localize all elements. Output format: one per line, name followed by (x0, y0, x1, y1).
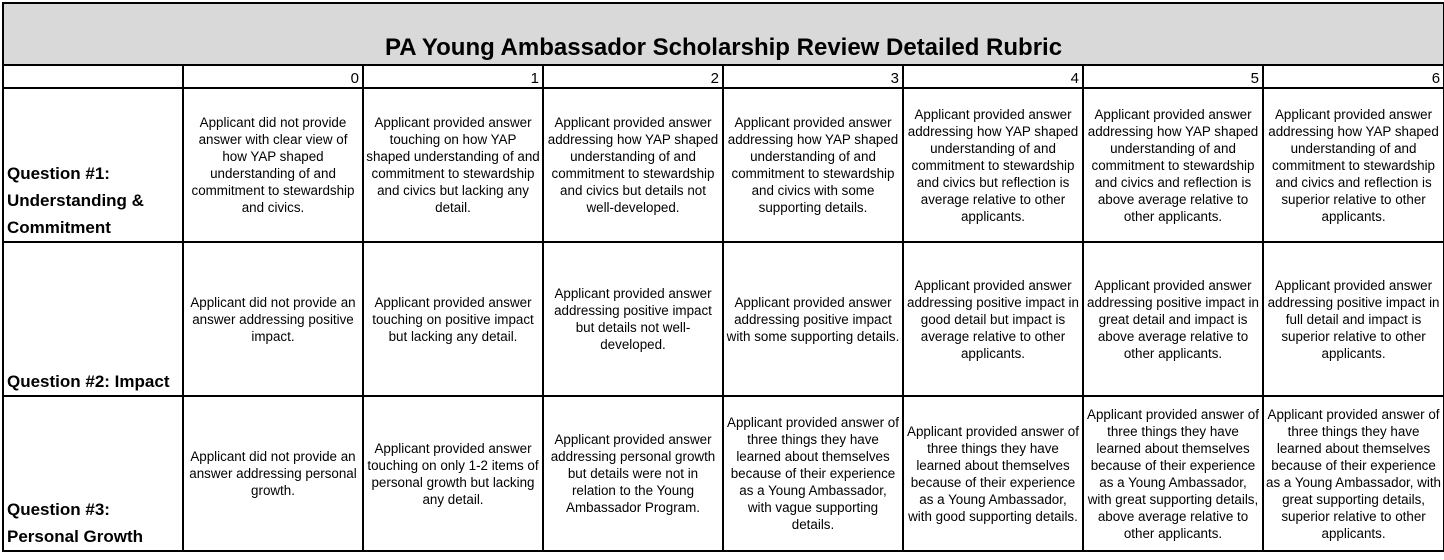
rubric-cell: Applicant provided answer of three things they have learned about themselves because of their experience as a Young Ambassador, with great supporting details, superior relative to other applicants. (1263, 396, 1444, 551)
rubric-title: PA Young Ambassador Scholarship Review Detailed Rubric (3, 3, 1444, 65)
score-header-3: 3 (723, 65, 903, 88)
question-row-1 (3, 88, 1444, 242)
rubric-table (2, 2, 1444, 552)
score-header-0: 0 (183, 65, 363, 88)
question-label: Question #2: Impact (3, 242, 183, 396)
rubric-cell: Applicant provided answer touching on positive impact but lacking any detail. (363, 242, 543, 396)
rubric-cell: Applicant provided answer touching on only 1-2 items of personal growth but lacking any detail. (363, 396, 543, 551)
rubric-cell: Applicant provided answer of three things they have learned about themselves because of their experience as a Young Ambassador, with vague supporting details. (723, 396, 903, 551)
header-blank-cell (3, 65, 183, 88)
rubric-cell: Applicant did not provide an answer addressing personal growth. (183, 396, 363, 551)
rubric-cell: Applicant provided answer addressing positive impact but details not well-developed. (543, 242, 723, 396)
rubric-cell: Applicant provided answer addressing how YAP shaped understanding of and commitment to stewardship and civics and reflection is above average relative to other applicants. (1083, 88, 1263, 242)
score-header-row (3, 65, 1444, 88)
rubric-cell: Applicant did not provide answer with clear view of how YAP shaped understanding of and commitment to stewardship and civics. (183, 88, 363, 242)
rubric-cell: Applicant provided answer of three things they have learned about themselves because of their experience as a Young Ambassador, with good supporting details. (903, 396, 1083, 551)
score-header-4: 4 (903, 65, 1083, 88)
question-row-3 (3, 396, 1444, 551)
rubric-cell: Applicant provided answer addressing positive impact with some supporting details. (723, 242, 903, 396)
rubric-cell: Applicant provided answer touching on how YAP shaped understanding of and commitment to stewardship and civics but lacking any detail. (363, 88, 543, 242)
score-header-2: 2 (543, 65, 723, 88)
rubric-cell: Applicant provided answer addressing how YAP shaped understanding of and commitment to stewardship and civics but reflection is average relative to other applicants. (903, 88, 1083, 242)
rubric-cell: Applicant provided answer addressing positive impact in full detail and impact is superior relative to other applicants. (1263, 242, 1444, 396)
rubric-cell: Applicant provided answer addressing how YAP shaped understanding of and commitment to stewardship and civics with some supporting details. (723, 88, 903, 242)
rubric-cell: Applicant provided answer addressing how YAP shaped understanding of and commitment to stewardship and civics and reflection is superior relative to other applicants. (1263, 88, 1444, 242)
rubric-cell: Applicant provided answer addressing how YAP shaped understanding of and commitment to stewardship and civics but details not well-developed. (543, 88, 723, 242)
rubric-cell: Applicant provided answer of three things they have learned about themselves because of their experience as a Young Ambassador, with great supporting details, above average relative to other applicants. (1083, 396, 1263, 551)
score-header-5: 5 (1083, 65, 1263, 88)
rubric-cell: Applicant provided answer addressing positive impact in good detail but impact is average relative to other applicants. (903, 242, 1083, 396)
rubric-cell: Applicant did not provide an answer addressing positive impact. (183, 242, 363, 396)
question-label: Question #1: Understanding & Commitment (3, 88, 183, 242)
score-header-1: 1 (363, 65, 543, 88)
rubric-cell: Applicant provided answer addressing positive impact in great detail and impact is above average relative to other applicants. (1083, 242, 1263, 396)
rubric-cell: Applicant provided answer addressing personal growth but details were not in relation to the Young Ambassador Program. (543, 396, 723, 551)
question-row-2 (3, 242, 1444, 396)
question-label: Question #3: Personal Growth (3, 396, 183, 551)
score-header-6: 6 (1263, 65, 1444, 88)
